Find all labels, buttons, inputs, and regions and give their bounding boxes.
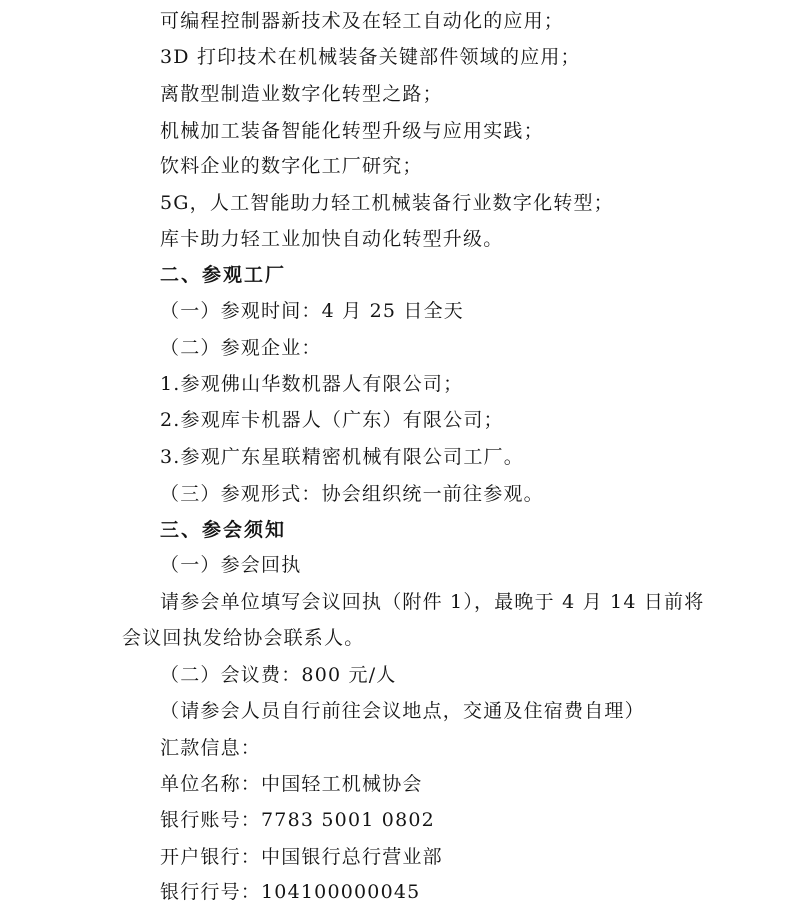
topic-item: 机械加工装备智能化转型升级与应用实践； [160, 120, 544, 142]
remit-label: 汇款信息： [160, 737, 262, 759]
visit-time: （一）参观时间：4 月 25 日全天 [160, 300, 464, 322]
receipt-text: 请参会单位填写会议回执（附件 1），最晚于 4 月 14 日前将 [160, 591, 705, 613]
visit-companies-label: （二）参观企业： [160, 337, 322, 359]
topic-item: 可编程控制器新技术及在轻工自动化的应用； [160, 10, 565, 32]
topic-item: 库卡助力轻工业加快自动化转型升级。 [160, 228, 504, 250]
receipt-text: 会议回执发给协会联系人。 [122, 627, 365, 649]
receipt-label: （一）参会回执 [160, 554, 302, 576]
topic-item: 3D 打印技术在机械装备关键部件领域的应用； [160, 46, 581, 68]
meeting-fee: （二）会议费：800 元/人 [160, 664, 397, 686]
fee-note: （请参会人员自行前往会议地点，交通及住宿费自理） [160, 700, 645, 722]
topic-item: 离散型制造业数字化转型之路； [160, 83, 443, 105]
unit-name: 单位名称：中国轻工机械协会 [160, 773, 423, 795]
bank-name: 开户银行：中国银行总行营业部 [160, 846, 443, 868]
visit-format: （三）参观形式：协会组织统一前往参观。 [160, 483, 544, 505]
topic-item: 饮料企业的数字化工厂研究； [160, 155, 423, 177]
company-item: 3.参观广东星联精密机械有限公司工厂。 [160, 446, 524, 468]
bank-account: 银行账号：7783 5001 0802 [160, 809, 435, 831]
section-heading: 三、参会须知 [160, 519, 287, 541]
company-item: 2.参观库卡机器人（广东）有限公司； [160, 409, 504, 431]
section-heading: 二、参观工厂 [160, 264, 287, 286]
topic-item: 5G，人工智能助力轻工机械装备行业数字化转型； [160, 192, 614, 214]
bank-code: 银行行号：104100000045 [160, 881, 421, 903]
company-item: 1.参观佛山华数机器人有限公司； [160, 373, 464, 395]
